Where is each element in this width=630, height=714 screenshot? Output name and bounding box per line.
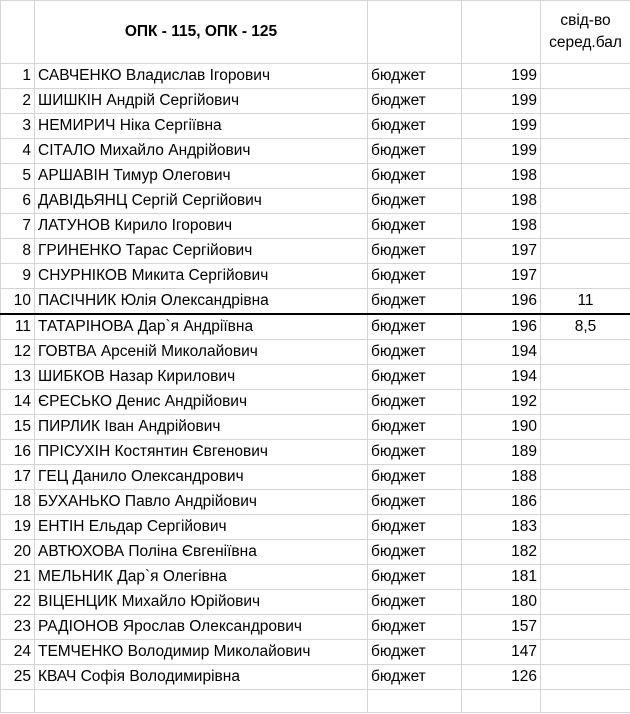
row-number-cell[interactable]: 6 (1, 189, 35, 214)
funding-type-cell[interactable]: бюджет (368, 615, 462, 640)
funding-type-cell[interactable]: бюджет (368, 415, 462, 440)
student-name-cell[interactable]: СНУРНІКОВ Микита Сергійович (35, 264, 368, 289)
row-number-cell[interactable]: 16 (1, 440, 35, 465)
score-cell[interactable]: 182 (462, 540, 541, 565)
certificate-average-cell[interactable] (541, 340, 630, 365)
table-row (1, 189, 630, 214)
funding-type-cell[interactable]: бюджет (368, 89, 462, 114)
row-number-cell[interactable]: 5 (1, 164, 35, 189)
table-row (1, 515, 630, 540)
student-name-cell[interactable]: ДАВІДЬЯНЦ Сергій Сергійович (35, 189, 368, 214)
funding-type-cell[interactable]: бюджет (368, 490, 462, 515)
student-name-cell[interactable]: ШИШКІН Андрій Сергійович (35, 89, 368, 114)
student-name-cell[interactable]: КВАЧ Софія Володимирівна (35, 665, 368, 690)
score-cell[interactable]: 180 (462, 590, 541, 615)
certificate-average-cell[interactable] (541, 114, 630, 139)
score-cell[interactable]: 199 (462, 114, 541, 139)
score-cell[interactable]: 147 (462, 640, 541, 665)
row-number-cell[interactable]: 10 (1, 289, 35, 315)
certificate-average-cell[interactable] (541, 239, 630, 264)
table-row (1, 365, 630, 390)
header-cert-line1: свід-во (560, 12, 611, 29)
score-cell[interactable]: 157 (462, 615, 541, 640)
certificate-average-cell[interactable] (541, 615, 630, 640)
score-cell[interactable]: 199 (462, 139, 541, 164)
table-row (1, 640, 630, 665)
funding-type-cell[interactable]: бюджет (368, 264, 462, 289)
certificate-average-cell[interactable] (541, 64, 630, 89)
table-row (1, 590, 630, 615)
student-name-cell[interactable]: ПАСІЧНИК Юлія Олександрівна (35, 289, 368, 315)
certificate-average-cell[interactable] (541, 415, 630, 440)
score-cell[interactable]: 190 (462, 415, 541, 440)
score-cell[interactable]: 198 (462, 164, 541, 189)
row-number-cell[interactable]: 9 (1, 264, 35, 289)
table-row (1, 89, 630, 114)
student-name-cell[interactable]: СІТАЛО Михайло Андрійович (35, 139, 368, 164)
student-name-cell[interactable]: АВТЮХОВА Поліна Євгеніївна (35, 540, 368, 565)
table-row (1, 164, 630, 189)
student-name-cell[interactable]: АРШАВІН Тимур Олегович (35, 164, 368, 189)
certificate-average-cell[interactable] (541, 490, 630, 515)
funding-type-cell[interactable]: бюджет (368, 114, 462, 139)
header-certificate-average[interactable] (541, 1, 630, 64)
table-row (1, 540, 630, 565)
funding-type-cell[interactable]: бюджет (368, 365, 462, 390)
row-number-cell[interactable]: 25 (1, 665, 35, 690)
table-body (1, 1, 630, 713)
student-name-cell[interactable]: РАДІОНОВ Ярослав Олександрович (35, 615, 368, 640)
table-row (1, 440, 630, 465)
certificate-average-cell[interactable] (541, 440, 630, 465)
row-number-cell[interactable]: 2 (1, 89, 35, 114)
score-cell[interactable]: 181 (462, 565, 541, 590)
score-cell[interactable]: 183 (462, 515, 541, 540)
header-cert-line2: серед.бал (549, 34, 622, 51)
score-cell[interactable]: 126 (462, 665, 541, 690)
funding-type-cell[interactable]: бюджет (368, 214, 462, 239)
funding-type-cell[interactable]: бюджет (368, 590, 462, 615)
row-number-cell[interactable]: 1 (1, 64, 35, 89)
row-number-cell[interactable]: 4 (1, 139, 35, 164)
certificate-average-cell[interactable] (541, 540, 630, 565)
score-cell[interactable]: 199 (462, 89, 541, 114)
table-row (1, 64, 630, 89)
table-row (1, 139, 630, 164)
table-row (1, 665, 630, 690)
funding-type-cell[interactable]: бюджет (368, 540, 462, 565)
certificate-average-cell[interactable] (541, 139, 630, 164)
row-number-cell[interactable]: 22 (1, 590, 35, 615)
score-cell[interactable]: 192 (462, 390, 541, 415)
empty-cell[interactable] (368, 690, 462, 713)
table-row (1, 314, 630, 340)
funding-type-cell[interactable]: бюджет (368, 289, 462, 315)
certificate-average-cell[interactable] (541, 214, 630, 239)
student-name-cell[interactable]: ГРИНЕНКО Тарас Сергійович (35, 239, 368, 264)
header-row (1, 1, 630, 64)
certificate-average-cell[interactable] (541, 515, 630, 540)
table-row (1, 239, 630, 264)
row-number-cell[interactable]: 20 (1, 540, 35, 565)
certificate-average-cell[interactable] (541, 390, 630, 415)
student-name-cell[interactable]: ЛАТУНОВ Кирило Ігорович (35, 214, 368, 239)
certificate-average-cell[interactable] (541, 565, 630, 590)
score-cell[interactable]: 199 (462, 64, 541, 89)
table-row (1, 565, 630, 590)
score-cell[interactable]: 189 (462, 440, 541, 465)
empty-cell[interactable] (541, 690, 630, 713)
funding-type-cell[interactable]: бюджет (368, 565, 462, 590)
certificate-average-cell[interactable] (541, 590, 630, 615)
funding-type-cell[interactable]: бюджет (368, 340, 462, 365)
row-number-cell[interactable]: 21 (1, 565, 35, 590)
header-score-cell[interactable] (462, 1, 541, 64)
student-name-cell[interactable]: ТАТАРІНОВА Дар`я Андріївна (35, 314, 368, 340)
certificate-average-cell[interactable] (541, 89, 630, 114)
score-cell[interactable]: 198 (462, 214, 541, 239)
funding-type-cell[interactable]: бюджет (368, 440, 462, 465)
table-row (1, 615, 630, 640)
certificate-average-cell[interactable] (541, 465, 630, 490)
table-row (1, 340, 630, 365)
table-row (1, 465, 630, 490)
certificate-average-cell[interactable] (541, 189, 630, 214)
student-name-cell[interactable]: САВЧЕНКО Владислав Ігорович (35, 64, 368, 89)
header-type-cell[interactable] (368, 1, 462, 64)
funding-type-cell[interactable]: бюджет (368, 465, 462, 490)
score-cell[interactable]: 197 (462, 239, 541, 264)
funding-type-cell[interactable]: бюджет (368, 64, 462, 89)
student-name-cell[interactable]: МЕЛЬНИК Дар`я Олегівна (35, 565, 368, 590)
funding-type-cell[interactable]: бюджет (368, 640, 462, 665)
row-number-cell[interactable]: 17 (1, 465, 35, 490)
row-number-cell[interactable]: 23 (1, 615, 35, 640)
certificate-average-cell[interactable] (541, 640, 630, 665)
student-name-cell[interactable]: НЕМИРИЧ Ніка Сергіївна (35, 114, 368, 139)
student-name-cell[interactable]: ВІЦЕНЦИК Михайло Юрійович (35, 590, 368, 615)
student-name-cell[interactable]: ГЕЦ Данило Олександрович (35, 465, 368, 490)
score-cell[interactable]: 186 (462, 490, 541, 515)
certificate-average-cell[interactable] (541, 264, 630, 289)
row-number-cell[interactable]: 3 (1, 114, 35, 139)
row-number-cell[interactable]: 12 (1, 340, 35, 365)
empty-cell[interactable] (462, 690, 541, 713)
certificate-average-cell[interactable] (541, 365, 630, 390)
table-row (1, 490, 630, 515)
student-name-cell[interactable]: ПРІСУХІН Костянтин Євгенович (35, 440, 368, 465)
row-number-cell[interactable]: 13 (1, 365, 35, 390)
row-number-cell[interactable]: 11 (1, 314, 35, 340)
empty-cell[interactable] (1, 690, 35, 713)
row-number-cell[interactable]: 19 (1, 515, 35, 540)
funding-type-cell[interactable]: бюджет (368, 665, 462, 690)
table-row (1, 264, 630, 289)
score-cell[interactable]: 198 (462, 189, 541, 214)
table-row (1, 415, 630, 440)
table-row (1, 114, 630, 139)
funding-type-cell[interactable]: бюджет (368, 139, 462, 164)
header-number-cell[interactable] (1, 1, 35, 64)
certificate-average-cell[interactable]: 11 (541, 289, 630, 315)
funding-type-cell[interactable]: бюджет (368, 390, 462, 415)
score-cell[interactable]: 197 (462, 264, 541, 289)
score-cell[interactable]: 194 (462, 340, 541, 365)
row-number-cell[interactable]: 7 (1, 214, 35, 239)
table-row (1, 214, 630, 239)
empty-row (1, 690, 630, 713)
row-number-cell[interactable]: 14 (1, 390, 35, 415)
certificate-average-cell[interactable] (541, 665, 630, 690)
funding-type-cell[interactable]: бюджет (368, 189, 462, 214)
row-number-cell[interactable]: 24 (1, 640, 35, 665)
table-row (1, 289, 630, 315)
student-name-cell[interactable]: ГОВТВА Арсеній Миколайович (35, 340, 368, 365)
student-name-cell[interactable]: БУХАНЬКО Павло Андрійович (35, 490, 368, 515)
empty-cell[interactable] (35, 690, 368, 713)
student-name-cell[interactable]: ТЕМЧЕНКО Володимир Миколайович (35, 640, 368, 665)
funding-type-cell[interactable]: бюджет (368, 314, 462, 340)
certificate-average-cell[interactable] (541, 164, 630, 189)
funding-type-cell[interactable]: бюджет (368, 164, 462, 189)
header-title[interactable]: ОПК - 115, ОПК - 125 (35, 1, 368, 64)
funding-type-cell[interactable]: бюджет (368, 515, 462, 540)
funding-type-cell[interactable]: бюджет (368, 239, 462, 264)
certificate-average-cell[interactable]: 8,5 (541, 314, 630, 340)
row-number-cell[interactable]: 18 (1, 490, 35, 515)
score-cell[interactable]: 194 (462, 365, 541, 390)
score-cell[interactable]: 196 (462, 314, 541, 340)
score-cell[interactable]: 196 (462, 289, 541, 315)
student-name-cell[interactable]: ЕНТІН Ельдар Сергійович (35, 515, 368, 540)
table-row (1, 390, 630, 415)
student-name-cell[interactable]: ПИРЛИК Іван Андрійович (35, 415, 368, 440)
student-name-cell[interactable]: ШИБКОВ Назар Кирилович (35, 365, 368, 390)
row-number-cell[interactable]: 15 (1, 415, 35, 440)
row-number-cell[interactable]: 8 (1, 239, 35, 264)
score-cell[interactable]: 188 (462, 465, 541, 490)
student-name-cell[interactable]: ЄРЕСЬКО Денис Андрійович (35, 390, 368, 415)
